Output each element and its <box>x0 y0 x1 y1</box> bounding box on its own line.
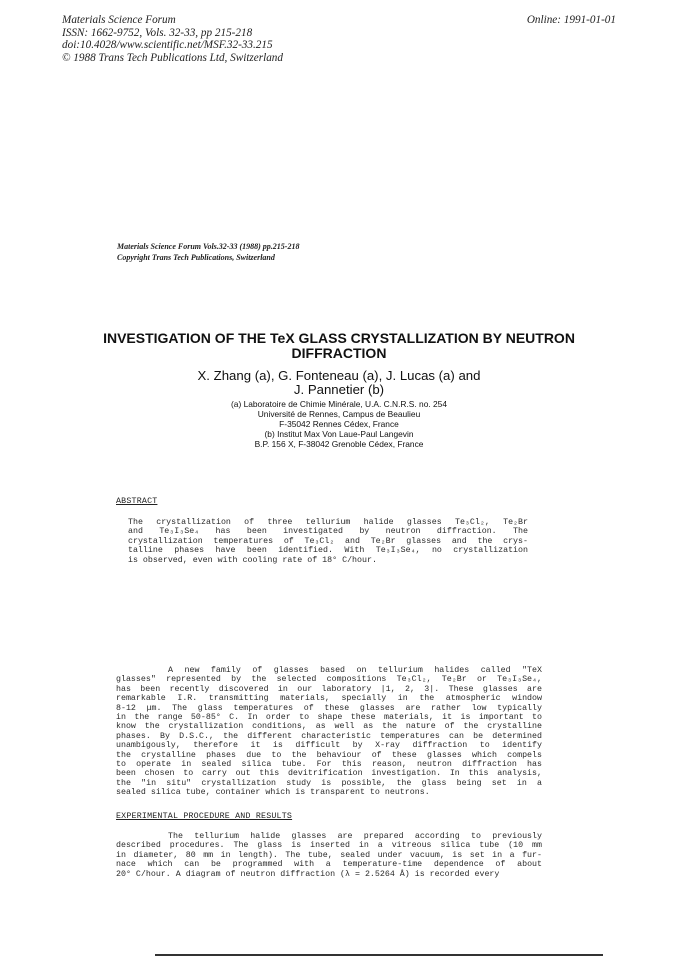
abstract-line: talline phases have been identified. With Te₃I₃Se₄, no crystallization <box>128 546 528 556</box>
abstract-text <box>128 518 528 565</box>
intro-line: A new family of glasses based on tellurium halides called "TeX <box>168 666 542 675</box>
author-line: X. Zhang (a), G. Fonteneau (a), J. Lucas (a) and <box>197 368 481 383</box>
abstract-heading: ABSTRACT <box>116 497 158 506</box>
citation-line: Copyright Trans Tech Publications, Switzerland <box>117 253 275 262</box>
affiliation-line: F-35042 Rennes Cédex, France <box>279 419 399 429</box>
metadata-line: ISSN: 1662-9752, Vols. 32-33, pp 215-218 <box>62 26 253 39</box>
paper-title <box>100 331 578 360</box>
intro-line: sealed silica tube, container which is transparent to neutrons. <box>116 788 430 798</box>
intro-line: in the range 50-85° C. In order to shape these materials, it is important to <box>116 713 542 723</box>
introduction-text <box>116 666 542 798</box>
experimental-line: 20° C/hour. A diagram of neutron diffraction (λ = 2.5264 Å) is recorded every <box>116 869 500 879</box>
intro-line: phases. By D.S.C., the different characteristic temperatures can be determined <box>116 731 542 741</box>
online-date: Online: 1991-01-01 <box>526 14 616 26</box>
metadata-line: doi:10.4028/www.scientific.net/MSF.32-33.215 <box>62 39 273 52</box>
abstract-line: The crystallization of three tellurium halide glasses Te₃Cl₂, Te₂Br <box>128 518 528 527</box>
experimental-line: nace which can be programmed with a temperature-time dependence of about <box>116 860 542 870</box>
citation-line: Materials Science Forum Vols.32-33 (1988) pp.215-218 <box>117 242 300 251</box>
experimental-line: The tellurium halide glasses are prepared according to previously <box>168 832 542 841</box>
affiliation-line: (b) Institut Max Von Laue-Paul Langevin <box>264 429 414 439</box>
affiliation-line: (a) Laboratoire de Chimie Minérale, U.A. C.N.R.S. no. 254 <box>231 399 447 409</box>
experimental-heading: EXPERIMENTAL PROCEDURE AND RESULTS <box>116 812 293 821</box>
experimental-line: described procedures. The glass is inserted in a vitreous silica tube (10 mm <box>116 841 542 851</box>
intro-line: remarkable I.R. transmitting materials, specially in the atmospheric window <box>116 694 542 704</box>
affiliations <box>160 399 518 449</box>
experimental-text <box>116 832 542 879</box>
intro-line: has been recently discovered in our laboratory |1, 2, 3|. These glasses are <box>116 684 542 694</box>
intro-line: glasses" represented by the selected compositions Te₃Cl₂, Te₂Br or Te₃I₃Se₄, <box>116 675 542 685</box>
metadata-line: © 1988 Trans Tech Publications Ltd, Switzerland <box>62 51 283 64</box>
author-list <box>160 369 518 397</box>
intro-line: the "in situ" crystallization study is possible, the glass being set in a <box>116 778 542 788</box>
intro-line: to operate in sealed silica tube. For this reason, neutron diffraction has <box>116 760 542 770</box>
intro-line: been chosen to carry out this devitrification investigation. In this analysis, <box>116 769 542 779</box>
intro-line: the crystalline phases due to the behaviour of these glasses which compels <box>116 750 542 760</box>
intro-line: 8-12 μm. The glass temperatures of these glasses are rather low typically <box>116 703 542 713</box>
journal-citation <box>117 241 299 263</box>
title-line: DIFFRACTION <box>291 344 387 361</box>
abstract-line: crystallization temperatures of Te₃Cl₂ and Te₂Br glasses and the crys- <box>128 536 528 546</box>
experimental-line: in diameter, 80 mm in length). The tube, sealed under vacuum, is set in a fur- <box>116 850 542 860</box>
publication-metadata <box>62 14 482 64</box>
abstract-line: and Te₃I₃Se₄ has been investigated by neutron diffraction. The <box>128 527 528 537</box>
affiliation-line: Université de Rennes, Campus de Beaulieu <box>257 409 421 419</box>
affiliation-line: B.P. 156 X, F-38042 Grenoble Cédex, France <box>254 439 424 449</box>
author-line: J. Pannetier (b) <box>293 382 385 397</box>
intro-line: unambigously, therefore it is difficult by X-ray diffraction to identify <box>116 741 542 751</box>
intro-line: know the crystallization conditions, as well as the nature of the crystalline <box>116 722 542 732</box>
metadata-line: Materials Science Forum <box>62 14 176 26</box>
abstract-line: is observed, even with cooling rate of 18° C/hour. <box>128 555 377 565</box>
footer-rule <box>155 954 603 956</box>
title-line: INVESTIGATION OF THE TeX GLASS CRYSTALLIZATION BY NEUTRON <box>103 330 575 346</box>
